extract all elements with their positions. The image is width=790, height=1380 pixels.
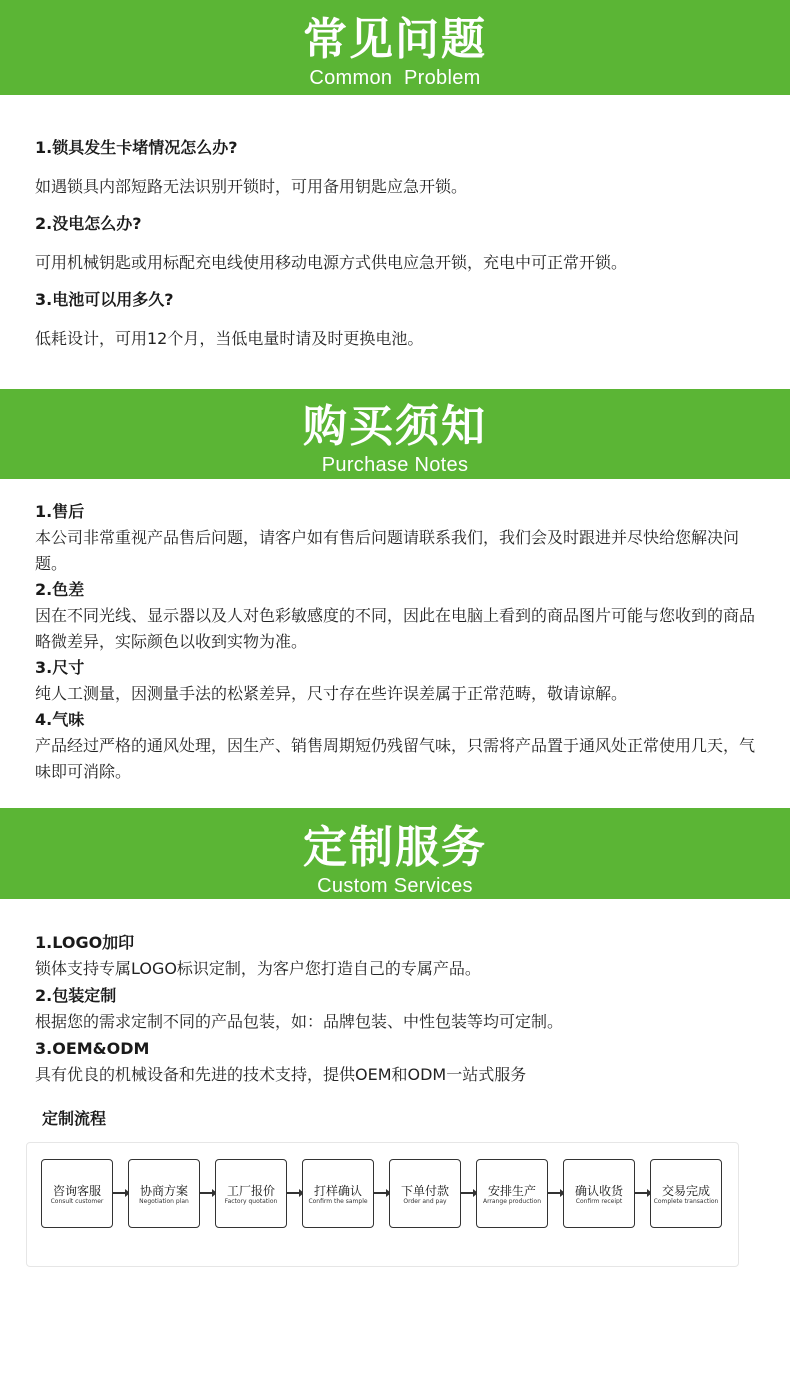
flow-step-sublabel: Complete transaction [653,1198,719,1205]
flow-step-sublabel: Negotiation plan [139,1198,189,1205]
flow-step-label: 确认收货 [574,1184,623,1198]
custom-banner [0,808,790,899]
purchase-heading: 4.气味 [35,710,85,729]
flow-step-sublabel: Confirm the sample [308,1198,368,1205]
flow-step-production [476,1159,548,1228]
purchase-subtitle: Purchase Notes [321,454,469,476]
flow-step-label: 咨询客服 [52,1184,101,1198]
flow-step-complete [650,1159,722,1228]
purchase-text: 纯人工测量，因测量手法的松紧差异，尺寸存在些许误差属于正常范畴，敬请谅解。 [35,684,628,703]
flow-step-sublabel: Order and pay [403,1198,447,1205]
flow-step-sublabel: Consult customer [50,1198,104,1205]
arrow-right-icon [461,1192,474,1194]
faq-question: 3.电池可以用多久? [35,290,174,309]
purchase-text: 因在不同光线、显示器以及人对色彩敏感度的不同，因此在电脑上看到的商品图片可能与您收到的商品略微差异，实际颜色以收到实物为准。 [35,606,756,651]
flow-step-label: 打样确认 [313,1184,362,1198]
purchase-section [35,499,760,785]
arrow-right-icon [635,1192,648,1194]
custom-title: 定制服务 [303,822,487,873]
custom-heading: 3.OEM&ODM [35,1039,150,1058]
custom-heading: 2.包装定制 [35,986,117,1005]
flow-step-negotiate [128,1159,200,1228]
arrow-right-icon [548,1192,561,1194]
flow-title: 定制流程 [42,1109,107,1128]
faq-subtitle: Common Problem [309,67,481,89]
flow-step-sublabel: Factory quotation [224,1198,278,1205]
custom-section [35,929,760,1088]
faq-question: 1.锁具发生卡堵情况怎么办? [35,138,238,157]
custom-text: 具有优良的机械设备和先进的技术支持，提供OEM和ODM一站式服务 [35,1065,527,1084]
faq-answer: 低耗设计，可用12个月，当低电量时请及时更换电池。 [35,329,424,348]
purchase-heading: 3.尺寸 [35,658,85,677]
flow-step-label: 下单付款 [400,1184,449,1198]
flow-step-order [389,1159,461,1228]
flow-step-sublabel: Arrange production [482,1198,542,1205]
flow-step-quotation [215,1159,287,1228]
faq-title: 常见问题 [303,14,487,65]
faq-banner [0,0,790,95]
purchase-heading: 1.售后 [35,502,85,521]
flow-step-label: 安排生产 [487,1184,536,1198]
flow-step-consult [41,1159,113,1228]
purchase-text: 本公司非常重视产品售后问题，请客户如有售后问题请联系我们，我们会及时跟进并尽快给您解决问题。 [35,528,740,573]
arrow-right-icon [287,1192,300,1194]
faq-question: 2.没电怎么办? [35,214,142,233]
faq-section [35,137,760,365]
purchase-text: 产品经过严格的通风处理，因生产、销售周期短仍残留气味，只需将产品置于通风处正常使用几天，气味即可消除。 [35,736,756,781]
faq-answer: 如遇锁具内部短路无法识别开锁时，可用备用钥匙应急开锁。 [35,177,468,196]
flow-step-sample [302,1159,374,1228]
arrow-right-icon [374,1192,387,1194]
flow-step-receipt [563,1159,635,1228]
purchase-heading: 2.色差 [35,580,85,599]
arrow-right-icon [113,1192,126,1194]
flow-step-label: 协商方案 [139,1184,188,1198]
purchase-banner [0,389,790,479]
custom-heading: 1.LOGO加印 [35,933,135,952]
custom-text: 根据您的需求定制不同的产品包装，如：品牌包装、中性包装等均可定制。 [35,1012,564,1031]
flow-step-label: 交易完成 [661,1184,710,1198]
flow-step-sublabel: Confirm receipt [575,1198,623,1205]
purchase-title: 购买须知 [303,401,487,452]
custom-subtitle: Custom Services [317,875,473,897]
flow-step-label: 工厂报价 [226,1184,275,1198]
custom-text: 锁体支持专属LOGO标识定制，为客户您打造自己的专属产品。 [35,959,481,978]
faq-answer: 可用机械钥匙或用标配充电线使用移动电源方式供电应急开锁，充电中可正常开锁。 [35,253,628,272]
arrow-right-icon [200,1192,213,1194]
